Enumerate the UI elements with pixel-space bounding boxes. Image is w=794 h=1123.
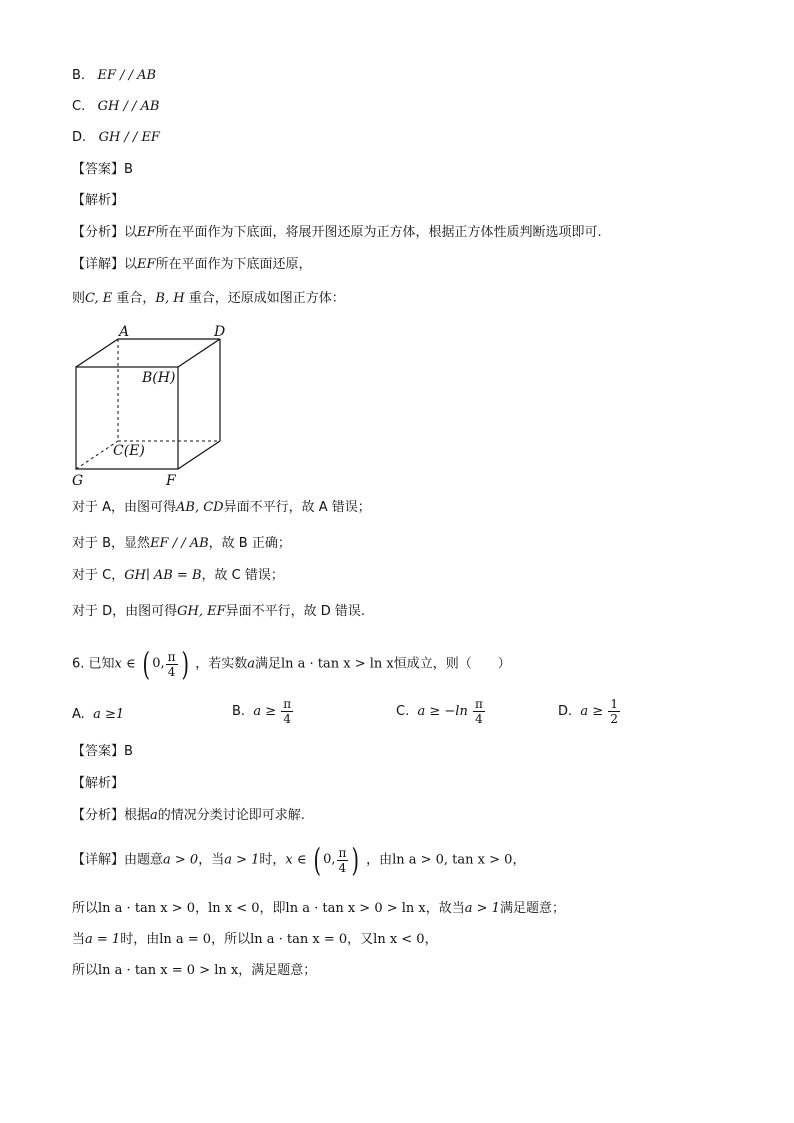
option-label: B. [232,704,246,719]
text-run: 异面不平行，故 A 错误； [223,500,371,515]
math-expression: x ∈ [285,852,307,868]
option-label: D. [558,704,573,719]
fraction-numerator: 1 [610,697,618,711]
cube-edge [76,339,118,367]
math-expression: ln a = 0 [159,932,212,947]
text-run: ，由 [366,852,393,868]
math-expression: a > 1 [464,901,500,916]
math-expression: AB, CD [176,500,224,515]
fraction-numerator: π [338,845,347,860]
math-expression: GH / / AB [97,99,160,114]
fraction-numerator: π [283,697,292,711]
fraction-numerator: π [167,649,176,664]
fraction-numerator: π [474,697,483,711]
math-expression: GH, EF [177,604,226,619]
fraction [473,697,485,726]
text-run: 恒成立，则（ ） [393,656,511,672]
text-run: ，故 B 正确； [208,536,291,551]
math-expression: ln x < 0 [208,901,260,916]
interval [311,842,362,878]
text-run: ， [195,901,209,916]
math-expression: B, H [155,291,185,306]
left-paren: ( [313,841,321,879]
math-expression: GH∣ AB = B [124,568,202,583]
math-expression: a ≥1 [93,707,125,722]
math-expression: ln a > 0, tan x > 0 [392,852,513,868]
text-run: 对于 D，由图可得 [72,604,178,619]
line-so-1 [72,900,565,918]
math-expression: EF / / AB [97,68,157,83]
text-run: 对于 B，显然 [72,536,151,551]
detail-xiangjie [72,256,312,274]
math-expression: a ≥ −ln [417,704,468,719]
text-run: 时，由 [120,932,160,947]
option-c [72,98,159,116]
text-run: 【分析】根据 [72,808,151,823]
line-when [72,931,438,949]
math-expression: ln a · tan x > 0 > ln x [285,901,426,916]
fraction-denominator: 4 [283,712,292,726]
text-run: ，满足题意； [238,963,317,978]
cube-figure [70,322,240,490]
text-run: 当 [72,932,86,947]
q6-option-c [396,697,486,726]
text-run: ，所以 [211,932,251,947]
math-expression: a ≥ [253,704,277,719]
text-run: 则 [72,291,86,306]
coincide-line [72,290,345,308]
analysis-heading-2: 【解析】 [72,776,125,791]
q6-option-b [232,697,294,726]
math-expression: a ≥ [580,704,604,719]
cube-edge [178,441,220,469]
text-run: ，故当 [425,901,465,916]
text-run: ， [512,852,526,868]
cube-hidden-edge [76,441,118,469]
option-b [72,67,156,85]
math-expression: ln a · tan x = 0 [250,932,348,947]
math-expression: a [150,808,158,823]
text-run: 重合， [116,291,156,306]
option-label: C. [396,704,410,719]
math-expression: ln a · tan x > 0 [98,901,196,916]
math-expression: ln a · tan x > ln x [280,656,394,672]
math-expression: a [247,656,255,672]
math-expression: 0, [323,852,336,867]
line-so-2 [72,962,316,980]
cube-edge [178,339,220,367]
text-run: ， [424,932,438,947]
judge-b [72,535,291,553]
right-paren: ) [351,841,360,879]
text-run: 重合，还原成如图正方体： [188,291,345,306]
answer-line: 【答案】B [72,162,133,177]
text-run: 异面不平行，故 D 错误. [225,604,366,619]
right-paren: ) [181,645,189,683]
math-expression: 0, [152,656,165,671]
math-expression: ln a · tan x = 0 > ln x [98,963,239,978]
judge-d [72,603,365,621]
math-expression: C, E [85,291,113,306]
math-expression: a > 1 [224,852,260,868]
judge-c [72,567,284,585]
q6-option-d [558,697,621,726]
analysis-heading: 【解析】 [72,193,125,208]
text-run: 6. 已知 [72,656,115,672]
text-run: 所以 [72,901,99,916]
text-run: 【详解】由题意 [72,852,164,868]
detail-xiangjie-2 [72,842,525,879]
left-paren: ( [142,645,150,683]
cube-label-ce: C(E) [113,443,145,459]
text-run: ，故 C 错误； [201,568,284,583]
cube-label-g: G [72,473,84,489]
cube-label-d: D [214,324,226,340]
text-run: ，若实数 [195,656,248,672]
q6-option-a [72,707,124,722]
text-run: 满足题意； [499,901,565,916]
text-run: 所在平面作为下底面，将展开图还原为正方体，根据正方体性质判断选项即可. [155,225,602,240]
math-expression: a = 1 [85,932,121,947]
interval [140,646,191,682]
text-run: ，即 [259,901,286,916]
fraction [281,697,293,726]
option-label: B. [72,68,86,83]
cube-label-f: F [166,473,176,489]
fraction-denominator: 4 [475,712,483,726]
answer-line-2: 【答案】B [72,744,133,759]
text-run: ，当 [198,852,225,868]
math-expression: GH / / EF [98,130,160,145]
analysis-fenxi-2 [72,807,305,825]
fraction [166,650,178,679]
fraction-denominator: 4 [338,860,347,875]
analysis-fenxi [72,224,602,242]
text-run: 【详解】以 [72,257,138,272]
fraction [337,846,349,875]
question-6 [72,646,511,683]
text-run: ，又 [347,932,374,947]
cube-label-bh: B(H) [142,370,176,386]
fraction-denominator: 2 [610,712,618,726]
math-expression: ln x < 0 [373,932,425,947]
text-run: 【分析】以 [72,225,138,240]
text-run: 时， [259,852,286,868]
cube-label-a: A [119,324,130,340]
math-expression: x ∈ [114,656,136,672]
math-expression: EF [137,225,156,240]
text-run: 满足 [254,656,281,672]
text-run: 所以 [72,963,99,978]
option-label: C. [72,99,86,114]
math-expression: EF / / AB [150,536,209,551]
fraction-denominator: 4 [167,664,176,679]
text-run: 对于 C， [72,568,125,583]
math-expression: EF [137,257,156,272]
text-run: 对于 A，由图可得 [72,500,177,515]
option-label: D. [72,130,87,145]
judge-a [72,499,371,517]
option-label: A. [72,707,85,722]
text-run: 所在平面作为下底面还原， [155,257,312,272]
option-d [72,129,160,147]
text-run: 的情况分类讨论即可求解. [157,808,305,823]
math-expression: a > 0 [163,852,199,868]
fraction [608,697,620,726]
